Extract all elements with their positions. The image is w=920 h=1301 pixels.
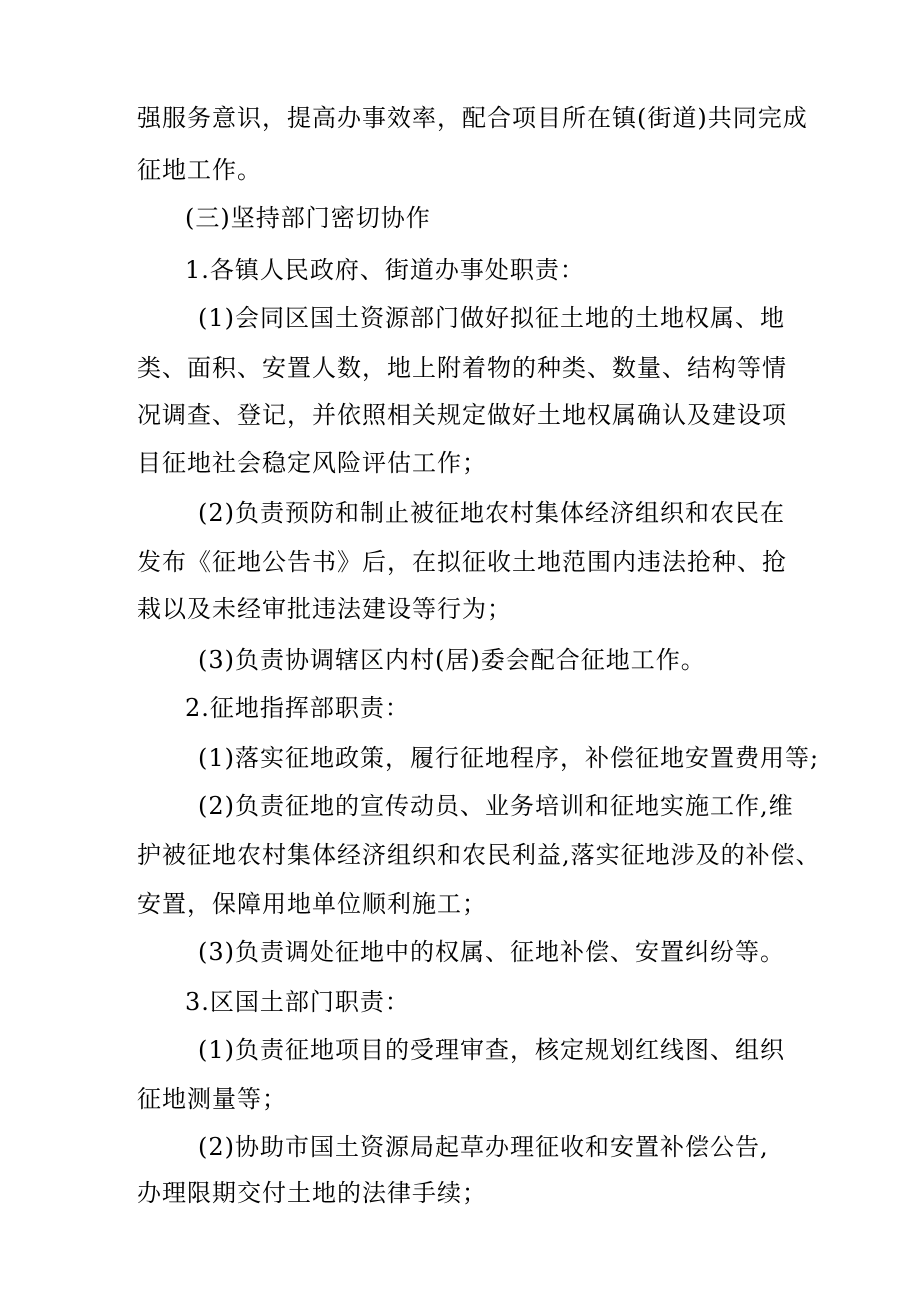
text-line-14: (1)落实征地政策，履行征地程序，补偿征地安置费用等; [198,744,820,772]
text-line-12: (3)负责协调辖区内村(居)委会配合征地工作。 [198,646,706,674]
text-line-21: 征地测量等； [137,1085,287,1113]
text-line-9: (2)负责预防和制止被征地农村集体经济组织和农民在 [198,499,785,527]
text-line-11: 栽以及未经审批违法建设等行为； [137,595,512,623]
text-line-20: (1)负责征地项目的受理审查，核定规划红线图、组织 [198,1036,785,1064]
text-line-10: 发布《征地公告书》后，在拟征收土地范围内违法抢种、抢 [137,548,787,576]
text-line-8: 目征地社会稳定风险评估工作； [137,449,487,477]
subsection-heading-3: 3.区国土部门职责： [185,988,410,1016]
text-line-17: 安置，保障用地单位顺利施工； [137,890,487,918]
text-line-2: 征地工作。 [137,156,262,184]
text-line-18: (3)负责调处征地中的权属、征地补偿、安置纠纷等。 [198,938,785,966]
text-line-7: 况调查、登记，并依照相关规定做好土地权属确认及建设项 [137,401,787,429]
subsection-heading-2: 2.征地指挥部职责： [185,694,410,722]
text-line-6: 类、面积、安置人数，地上附着物的种类、数量、结构等情 [137,354,787,382]
text-line-22: (2)协助市国土资源局起草办理征收和安置补偿公告, [198,1133,769,1161]
section-heading: (三)坚持部门密切协作 [185,204,431,232]
subsection-heading-1: 1.各镇人民政府、街道办事处职责： [185,256,585,284]
text-line-23: 办理限期交付土地的法律手续； [137,1179,487,1207]
text-line-1: 强服务意识，提高办事效率，配合项目所在镇(街道)共同完成 [137,104,808,132]
text-line-15: (2)负责征地的宣传动员、业务培训和征地实施工作,维 [198,792,794,820]
text-line-16: 护被征地农村集体经济组织和农民利益,落实征地涉及的补偿、 [137,841,821,869]
text-line-5: (1)会同区国土资源部门做好拟征土地的土地权属、地 [198,304,785,332]
